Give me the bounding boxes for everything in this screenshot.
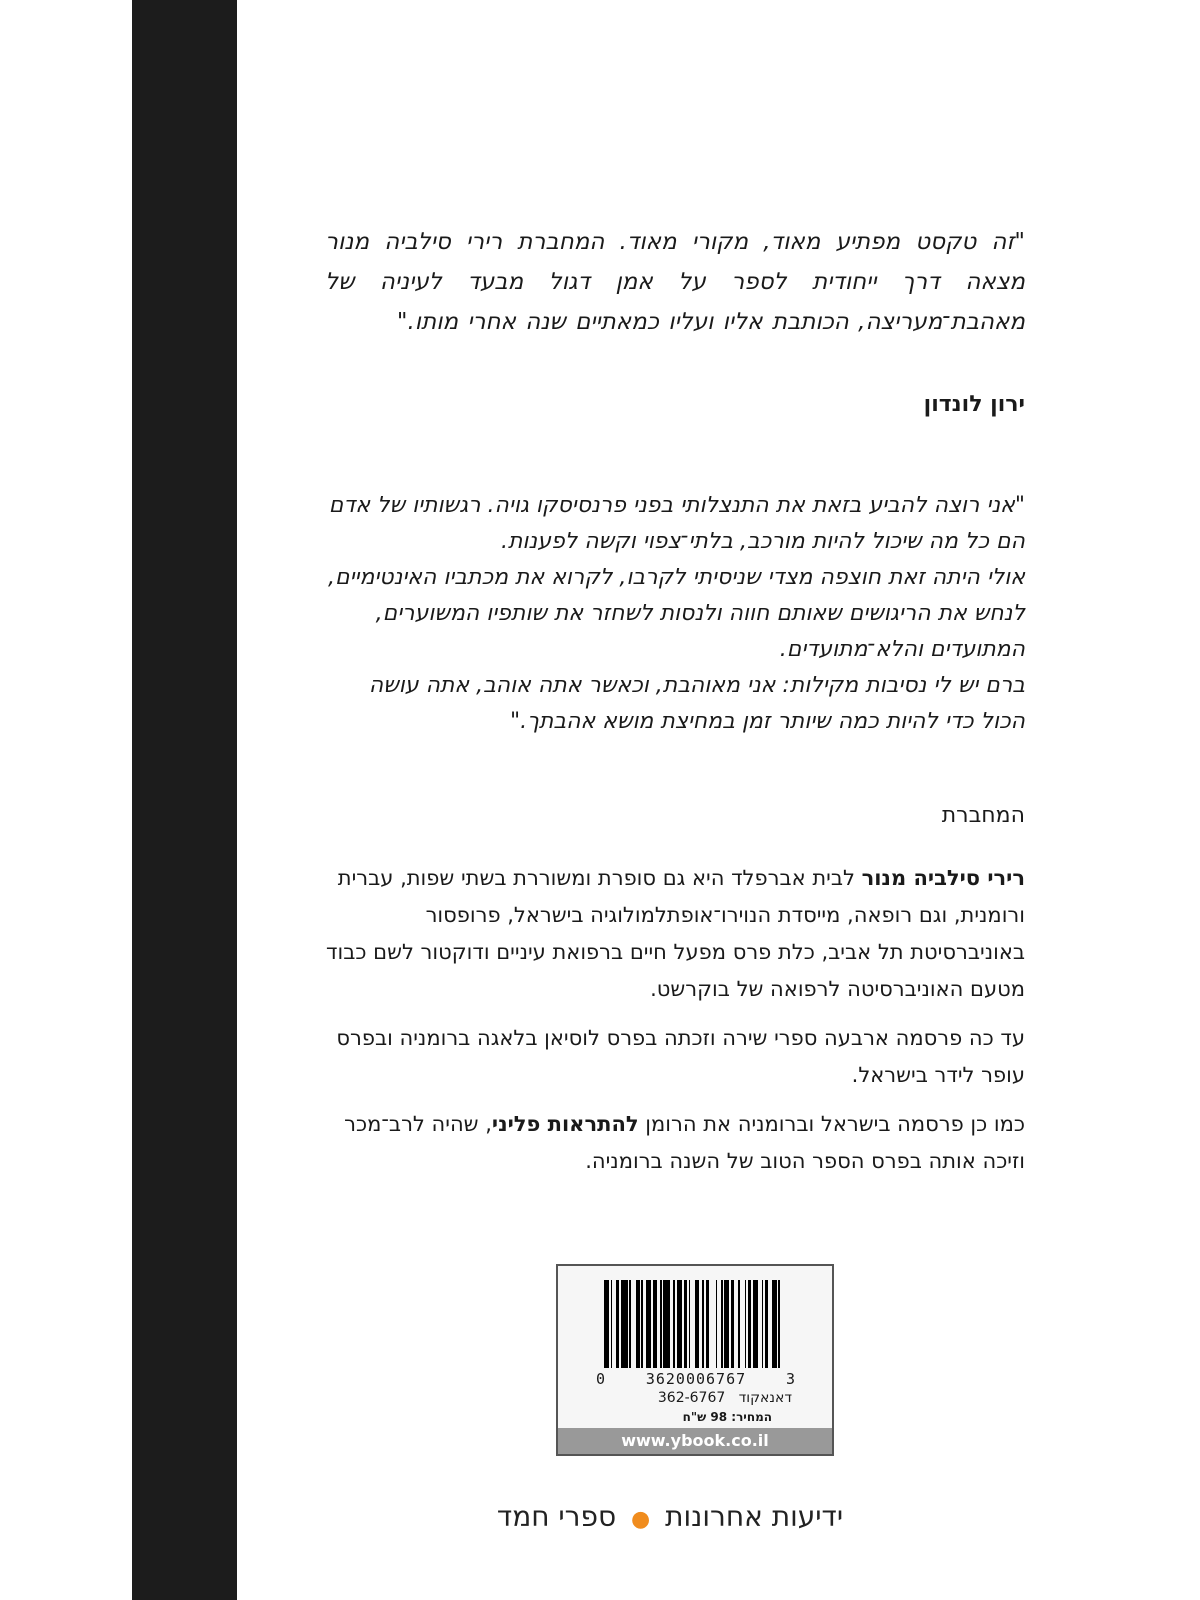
author-quote-paragraph: ברם יש לי נסיבות מקילות: אני מאוהבת, וכאשר אתה אוהב, אתה עושה הכול כדי להיות כמה שיותר זמן במחיצת מושא אהבתך." xyxy=(368,673,1025,734)
barcode-digit-right: 3 xyxy=(785,1370,796,1388)
author-quote xyxy=(325,488,1025,740)
review-quote xyxy=(325,222,1025,342)
author-quote-signature: המחברת xyxy=(941,803,1025,828)
bio-text: כמו כן פרסמה בישראל וברומניה את הרומן xyxy=(638,1112,1025,1136)
barcode-digit-left: 0 xyxy=(596,1370,607,1388)
bio-text: לבית אברפלד היא גם סופרת ומשוררת בשתי שפות, עברית ורומנית, וגם רופאה, מייסדת הנוירו־אופתלמולוגיה בישראל, פרופסור באוניברסיטת תל אביב, כלת פרס מפעל חיים ברפואת עיניים ודוקטור לשם כבוד מטעם האוניברסיטה לרפואה של בוקרשט. xyxy=(326,866,1025,1001)
danacode xyxy=(612,1390,792,1406)
barcode-number xyxy=(596,1370,796,1388)
barcode-bar xyxy=(621,1280,628,1368)
author-bio xyxy=(325,860,1025,1192)
author-name: רירי סילביה מנור xyxy=(861,866,1025,890)
bio-paragraph: עד כה פרסמה ארבעה ספרי שירה וזכתה בפרס לוסיאן בלאגה ברומניה ובפרס עופר לידר בישראל. xyxy=(336,1026,1025,1087)
review-quote-text: "זה טקסט מפתיע מאוד, מקורי מאוד. המחברת רירי סילביה מנור מצאה דרך ייחודית לספר על אמן דגול מבעד לעיניה של מאהבת־מעריצה, הכותבת אליו ועליו כמאתיים שנה אחרי מותו." xyxy=(325,229,1025,335)
barcode-space xyxy=(780,1280,783,1368)
publisher-name: ידיעות אחרונות xyxy=(665,1500,844,1533)
barcode-label xyxy=(556,1264,834,1456)
novel-title: להתראות פליני xyxy=(491,1112,639,1136)
author-quote-paragraph: אולי היתה זאת חוצפה מצדי שניסיתי לקרבו, לקרוא את מכתביו האינטימיים, לנחש את הריגושים שאותם חווה ולנסות לשחזר את שותפיו המשוערים, המתועדים והלא־מתועדים. xyxy=(328,565,1025,662)
author-quote-paragraph: "אני רוצה להביע בזאת את התנצלותי בפני פרנסיסקו גויה. רגשותיו של אדם הם כל מה שיכול להיות מורכב, בלתי־צפוי וקשה לפענות. xyxy=(328,493,1025,554)
price-label: המחיר: 98 ש"ח xyxy=(682,1410,772,1424)
barcode-space xyxy=(709,1280,716,1368)
barcode-digits: 3620006767 xyxy=(645,1370,747,1388)
danacode-value: 362-6767 xyxy=(657,1390,726,1406)
danacode-label: דאנאקוד xyxy=(738,1390,792,1406)
separator-dot-icon: ● xyxy=(631,1507,651,1532)
publisher-imprint: ספרי חמד xyxy=(496,1500,617,1533)
barcode-bar xyxy=(663,1280,670,1368)
barcode-bars xyxy=(604,1280,784,1368)
website-url: www.ybook.co.il xyxy=(558,1428,832,1454)
publisher-line xyxy=(460,1500,880,1533)
review-quote-author: ירון לונדון xyxy=(923,392,1025,417)
book-spine xyxy=(132,0,237,1600)
bio-paragraph xyxy=(325,860,1025,1008)
bio-paragraph xyxy=(325,1106,1025,1180)
bio-text: , שהיה לרב־מכר וזיכה אותה בפרס הספר הטוב של השנה ברומניה. xyxy=(344,1112,1025,1173)
